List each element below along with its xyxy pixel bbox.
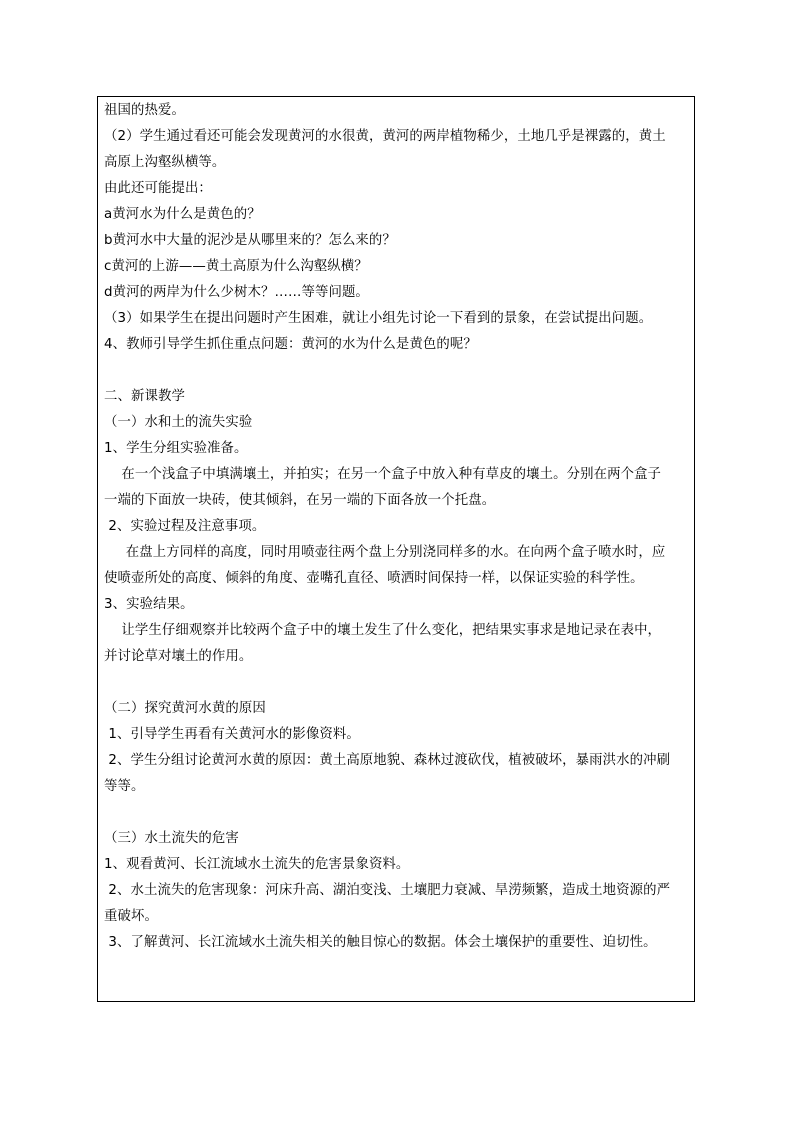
text-line: 1、学生分组实验准备。: [104, 441, 248, 456]
lesson-table-cell: [97, 96, 695, 1002]
text-line: b黄河水中大量的泥沙是从哪里来的？怎么来的？: [104, 233, 396, 248]
text-line: 高原上沟壑纵横等。: [104, 155, 226, 170]
text-line: 在盘上方同样的高度，同时用喷壶往两个盘上分别浇同样多的水。在向两个盒子喷水时，应: [104, 545, 666, 560]
blank-line: [104, 800, 692, 826]
text-line: 2、水土流失的危害现象：河床升高、湖泊变浅、土壤肥力衰减、旱涝频繁，造成土地资源的严: [104, 883, 671, 898]
text-line: 3、实验结果。: [104, 597, 194, 612]
text-line: 2、实验过程及注意事项。: [104, 519, 266, 534]
blank-line: [104, 670, 692, 696]
subsection-heading: （二）探究黄河水黄的原因: [104, 701, 266, 716]
text-line: 3、了解黄河、长江流域水土流失相关的触目惊心的数据。体会土壤保护的重要性、迫切性。: [104, 935, 657, 950]
lesson-text-body: [104, 98, 692, 956]
text-line: 1、引导学生再看有关黄河水的影像资料。: [104, 727, 360, 742]
text-line: d黄河的两岸为什么少树木？……等等问题。: [104, 285, 369, 300]
text-line: 1、观看黄河、长江流域水土流失的危害景象资料。: [104, 857, 410, 872]
text-line: 让学生仔细观察并比较两个盒子中的壤土发生了什么变化，把结果实事求是地记录在表中，: [104, 623, 662, 638]
text-line: 一端的下面放一块砖，使其倾斜，在另一端的下面各放一个托盘。: [104, 493, 496, 508]
text-line: 祖国的热爱。: [104, 103, 185, 118]
text-line: a黄河水为什么是黄色的？: [104, 207, 261, 222]
text-line: （2）学生通过看还可能会发现黄河的水很黄，黄河的两岸植物稀少，土地几乎是裸露的，黄土: [104, 129, 666, 144]
text-line: 等等。: [104, 779, 145, 794]
section-heading: 二、新课教学: [104, 389, 185, 404]
text-line: 4、教师引导学生抓住重点问题：黄河的水为什么是黄色的呢？: [104, 337, 477, 352]
subsection-heading: （一）水和土的流失实验: [104, 415, 253, 430]
text-line: 重破坏。: [104, 909, 158, 924]
blank-line: [104, 358, 692, 384]
text-line: 由此还可能提出：: [104, 181, 212, 196]
text-line: （3）如果学生在提出问题时产生困难，就让小组先讨论一下看到的景象，在尝试提出问题。: [104, 311, 653, 326]
text-line: 在一个浅盒子中填满壤土，并拍实；在另一个盒子中放入种有草皮的壤土。分别在两个盒子: [104, 467, 662, 482]
subsection-heading: （三）水土流失的危害: [104, 831, 239, 846]
text-line: 2、学生分组讨论黄河水黄的原因：黄土高原地貌、森林过渡砍伐，植被破坏，暴雨洪水的冲刷: [104, 753, 671, 768]
text-line: 使喷壶所处的高度、倾斜的角度、壶嘴孔直径、喷洒时间保持一样，以保证实验的科学性。: [104, 571, 644, 586]
text-line: c黄河的上游——黄土高原为什么沟壑纵横？: [104, 259, 368, 274]
text-line: 并讨论草对壤土的作用。: [104, 649, 253, 664]
